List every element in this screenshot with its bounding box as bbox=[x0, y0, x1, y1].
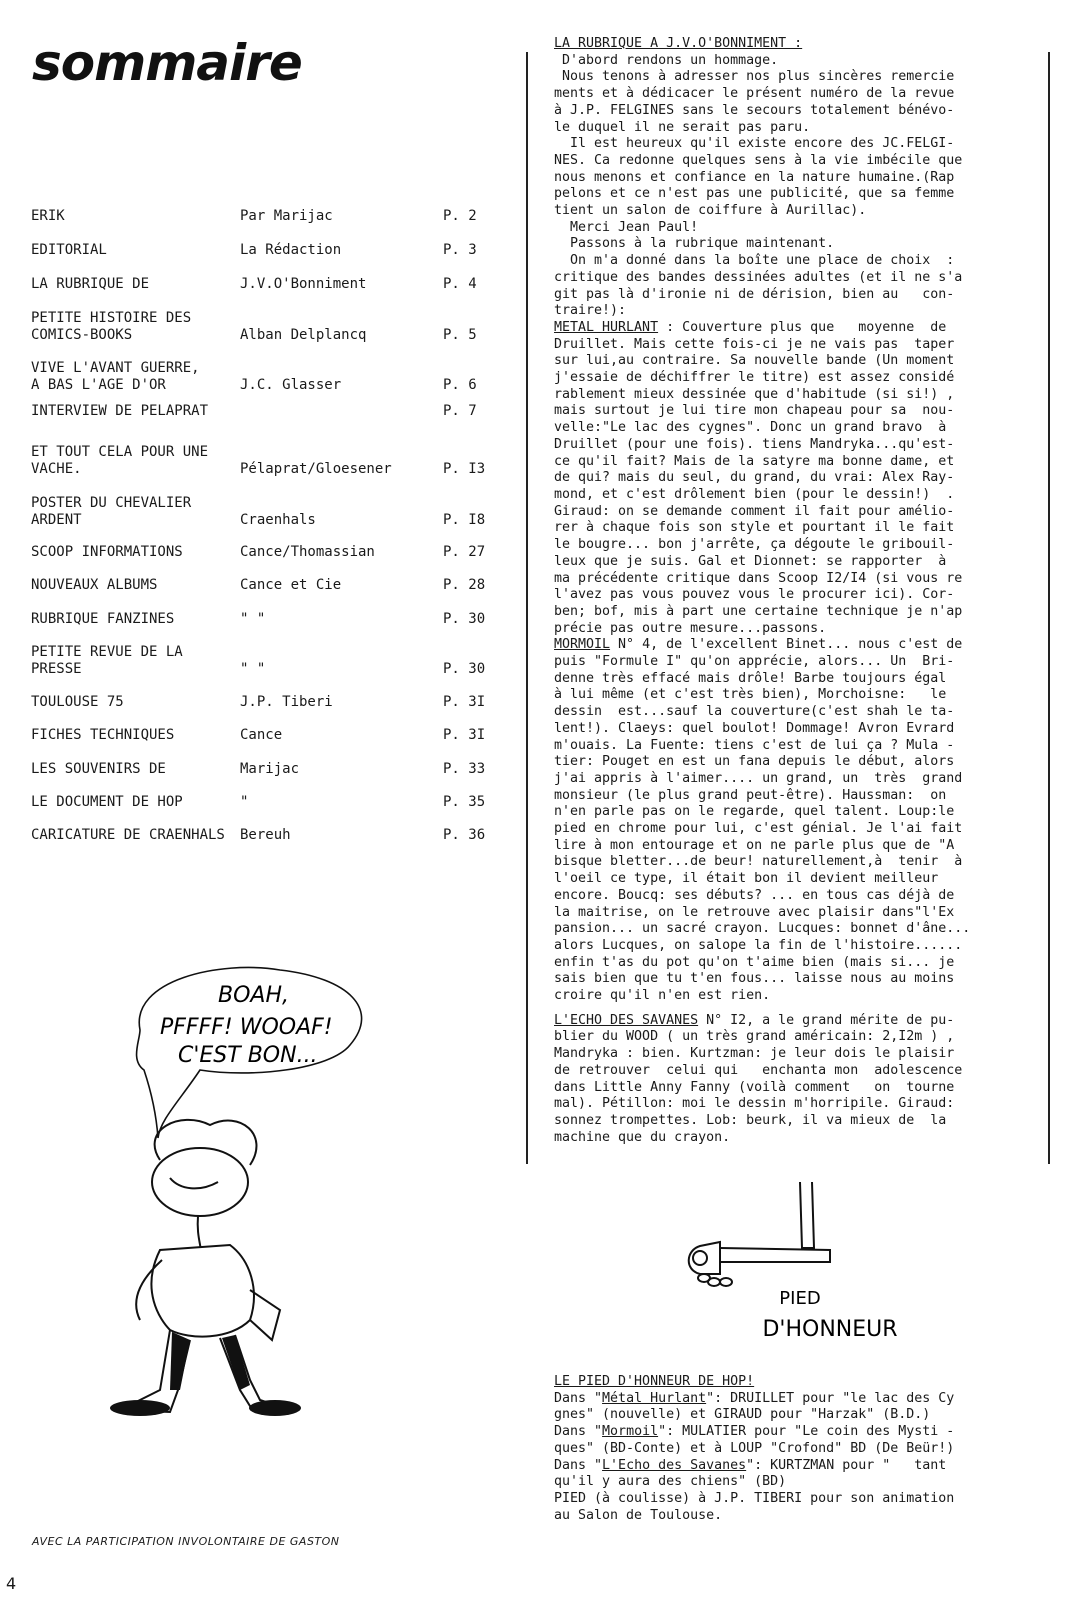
toc-author: Cance et Cie bbox=[240, 577, 342, 593]
pied-entry-1 bbox=[554, 1391, 1054, 1424]
toc-author: " bbox=[240, 794, 249, 810]
toc-title: CARICATURE DE CRAENHALS bbox=[31, 827, 225, 843]
metal-hurlant-label: METAL HURLANT bbox=[554, 319, 659, 335]
toc-title: LES SOUVENIRS DE bbox=[31, 761, 166, 777]
pied-logo-line-1: PIED bbox=[779, 1288, 821, 1309]
toc-page: P. I8 bbox=[443, 512, 486, 528]
toc-page: P. 6 bbox=[443, 377, 477, 393]
bubble-line-2: PFFFF! WOOAF! bbox=[160, 1015, 333, 1040]
toc-title: ERIK bbox=[31, 208, 65, 224]
toc-author: Craenhals bbox=[240, 512, 316, 528]
toc-page: P. 7 bbox=[443, 403, 477, 419]
pied-logo-line-2: D'HONNEUR bbox=[762, 1317, 898, 1342]
toc-page: P. 33 bbox=[443, 761, 486, 777]
toc-title: NOUVEAUX ALBUMS bbox=[31, 577, 158, 593]
rubrique-title: LA RUBRIQUE A J.V.O'BONNIMENT : bbox=[554, 36, 803, 51]
toc-page: P. 30 bbox=[443, 661, 486, 677]
pied-entry-3-magazine: L'Echo des Savanes bbox=[602, 1457, 747, 1473]
echo-savanes-text: N° I2, a le grand mérite de pu- blier du WOOD ( un très grand américain: 2,I2m ) , Mandryka : bien. Kurtzman: je leur dois le plaisir de retrouver celui qui enchanta mon adolescence dans Little Anny Fanny (voilà comment on tourne mal). Pétillon: moi le dessin m'horripile. Giraud: sonnez trompettes. Lob: beurk, il va mieux de la machine que du crayon. bbox=[554, 1012, 963, 1145]
toc-title: SCOOP INFORMATIONS bbox=[31, 544, 183, 560]
toc-title: PETITE REVUE DE LA PRESSE bbox=[31, 644, 183, 677]
pied-entry-4: PIED (à coulisse) à J.P. TIBERI pour son animation au Salon de Toulouse. bbox=[554, 1490, 955, 1523]
toc-author: Par Marijac bbox=[240, 208, 333, 224]
echo-savanes-label: L'ECHO DES SAVANES bbox=[554, 1012, 699, 1028]
toc-author: Marijac bbox=[240, 761, 300, 777]
mormoil-label: MORMOIL bbox=[554, 637, 611, 653]
gaston-illustration bbox=[100, 960, 390, 1440]
toc-page: P. 3I bbox=[443, 694, 486, 710]
metal-hurlant-text: : Couverture plus que moyenne de Druillet. Mais cette fois-ci je ne vais pas taper sur lui,au contraire. Sa nouvelle bande (Un moment j'essaie de déchiffrer le titre) est assez considé rablement mieux dessinée que d'habitude (si si!) , mais surtout je lui tire mon chapeau pour sa nou- velle:"Le lac des cygnes". Donc un grand bravo à Druillet (pour une fois). tiens Mandryka...qu'est- ce qu'il fait? Mais de la satyre ma bonne dame, et de qui? mais du seul, du grand, du vrai: Alex Ray- mond, et c'est drôlement bien (pour le dessin!) . Giraud: on se demande comment il fait pour amélio- rer à chaque fois son style et pourtant il le fait le bougre... bon j'arrête, ça dégoute le gribouil- leux que je suis. Gal et Dionnet: se rapporter à ma précédente critique dans Scoop I2/I4 (si vous re l'avez pas vous pouvez vous le procurer ici). Cor- ben; bof, mis à part une certaine technique je n'ap précie pas outre mesure...passons. bbox=[554, 319, 963, 636]
pied-d-honneur-section bbox=[554, 1374, 1054, 1524]
rubrique-mormoil bbox=[554, 637, 1054, 1004]
toc-author: Cance/Thomassian bbox=[240, 544, 375, 560]
toc-title: RUBRIQUE FANZINES bbox=[31, 611, 175, 627]
pied-entry-3-prefix: Dans " bbox=[554, 1457, 603, 1473]
mormoil-text: N° 4, de l'excellent Binet... nous c'est de puis "Formule I" qu'on apprécie, alors... Un Bri- denne très effacé mais drôle! Barbe toujours égal à lui même (et c'est très bien), Morchoisne: le dessin est...sauf la couverture(c'est shah le ta- lent!). Claeys: quel boulot! Dommage! Avron Evrard m'ouais. La Fuente: tiens c'est de lui ça ? Mula - tier: Pouget en est un fana depuis le début, alors j'ai appris à l'aimer.... un grand, un très grand monsieur (le plus grand peut-être). Haussman: on n'en parle pas on le regarde, quel talent. Loup:le pied en chrome pour lui, c'est génial. Je l'ai fait lire à mon entourage et on ne parle plus que de "A bisque bletter...de beur! naturellement,à tenir à l'oeil ce type, il était bon il devient meilleur encore. Boucq: ses débuts? ... en tous cas déjà de la maitrise, on le retrouve avec plaisir dans"l'Ex pansion... un sacré crayon. Lucques: bonnet d'âne... alors Lucques, on salope la fin de l'histoire...... enfin t'as du pot qu'on t'aime bien (mais si... je sais bien que tu t'en fous... laisse nous au moins croire qu'il n'en est rien. bbox=[554, 637, 971, 1004]
pied-entry-2 bbox=[554, 1424, 1054, 1457]
pied-entry-1-magazine: Métal Hurlant bbox=[602, 1390, 707, 1406]
toc-title: ET TOUT CELA POUR UNE VACHE. bbox=[31, 444, 209, 477]
toc-title: EDITORIAL bbox=[31, 242, 107, 258]
toc-title: LE DOCUMENT DE HOP bbox=[31, 794, 183, 810]
toc-page: P. 35 bbox=[443, 794, 486, 810]
pied-entry-2-prefix: Dans " bbox=[554, 1424, 603, 1440]
toc-page: P. 36 bbox=[443, 827, 486, 843]
toc-title: POSTER DU CHEVALIER ARDENT bbox=[31, 495, 192, 528]
toc-author: " " bbox=[240, 661, 266, 677]
toc-page: P. 30 bbox=[443, 611, 486, 627]
toc-title: PETITE HISTOIRE DES COMICS-BOOKS bbox=[31, 310, 192, 343]
bubble-line-3: C'EST BON... bbox=[178, 1043, 318, 1068]
toc-page: P. 4 bbox=[443, 276, 477, 292]
toc-author: Cance bbox=[240, 727, 283, 743]
rubrique-intro: D'abord rendons un hommage. Nous tenons à adresser nos plus sincères remercie ments et à dédicacer le présent numéro de la revue à J.P. FELGINES sans le secours totalement bénévo- le duquel il ne serait pas paru. Il est heureux qu'il existe encore des JC.FELGI- NES. Ca redonne quelques sens à la vie imbécile que nous menons et confiance en la nature humaine.(Rap pelons et ce n'est pas une publicité, que sa femme tient un salon de coiffure à Aurillac). Merci Jean Paul! Passons à la rubrique maintenant. On m'a donné dans la boîte une place de choix : critique des bandes dessinées adultes (et il ne s'a git pas là d'ironie ni de dérision, bien au con- traire!): bbox=[554, 52, 963, 319]
pied-entry-3 bbox=[554, 1458, 1054, 1491]
toc-author: J.P. Tiberi bbox=[240, 694, 333, 710]
rubrique-metal-hurlant bbox=[554, 320, 1054, 637]
toc-author: Bereuh bbox=[240, 827, 291, 843]
toc-title: LA RUBRIQUE DE bbox=[31, 276, 150, 292]
toc-author: " " bbox=[240, 611, 266, 627]
toc-page: P. 5 bbox=[443, 327, 477, 343]
toc-title: VIVE L'AVANT GUERRE, A BAS L'AGE D'OR bbox=[31, 360, 200, 393]
toc-author: J.V.O'Bonniment bbox=[240, 276, 367, 292]
pied-entry-2-magazine: Mormoil bbox=[602, 1424, 659, 1440]
toc-page: P. 28 bbox=[443, 577, 486, 593]
pied-title: LE PIED D'HONNEUR DE HOP! bbox=[554, 1374, 755, 1389]
toc-author: Alban Delplancq bbox=[240, 327, 367, 343]
toc-page: P. 3I bbox=[443, 727, 486, 743]
toc-title: TOULOUSE 75 bbox=[31, 694, 124, 710]
toc-page: P. 3 bbox=[443, 242, 477, 258]
pied-entry-3-text: ": KURTZMAN pour " tant qu'il y aura des chiens" (BD) bbox=[554, 1457, 947, 1490]
toc-author: La Rédaction bbox=[240, 242, 342, 258]
toc-page: P. I3 bbox=[443, 461, 486, 477]
page-number: 4 bbox=[6, 1574, 17, 1593]
toc-author: J.C. Glasser bbox=[240, 377, 342, 393]
rubrique-echo-savanes bbox=[554, 1013, 1054, 1147]
toc-page: P. 2 bbox=[443, 208, 477, 224]
pied-entry-1-text: ": DRUILLET pour "le lac des Cy gnes" (nouvelle) et GIRAUD pour "Harzak" (B.D.) bbox=[554, 1390, 955, 1423]
page-title: sommaire bbox=[32, 34, 302, 92]
pied-entry-1-prefix: Dans " bbox=[554, 1390, 603, 1406]
toc-author: Pélaprat/Gloesener bbox=[240, 461, 392, 477]
illustration-caption: AVEC LA PARTICIPATION INVOLONTAIRE DE GASTON bbox=[32, 1535, 340, 1548]
toc-page: P. 27 bbox=[443, 544, 486, 560]
rubrique-column bbox=[554, 36, 1054, 1146]
pied-entry-2-text: ": MULATIER pour "Le coin des Mysti - ques" (BD-Conte) et à LOUP "Crofond" BD (De Beür!) bbox=[554, 1424, 955, 1456]
pied-d-honneur-logo bbox=[680, 1178, 920, 1348]
bubble-line-1: BOAH, bbox=[218, 983, 289, 1008]
toc-title: INTERVIEW DE PELAPRAT bbox=[31, 403, 209, 419]
toc-title: FICHES TECHNIQUES bbox=[31, 727, 175, 743]
